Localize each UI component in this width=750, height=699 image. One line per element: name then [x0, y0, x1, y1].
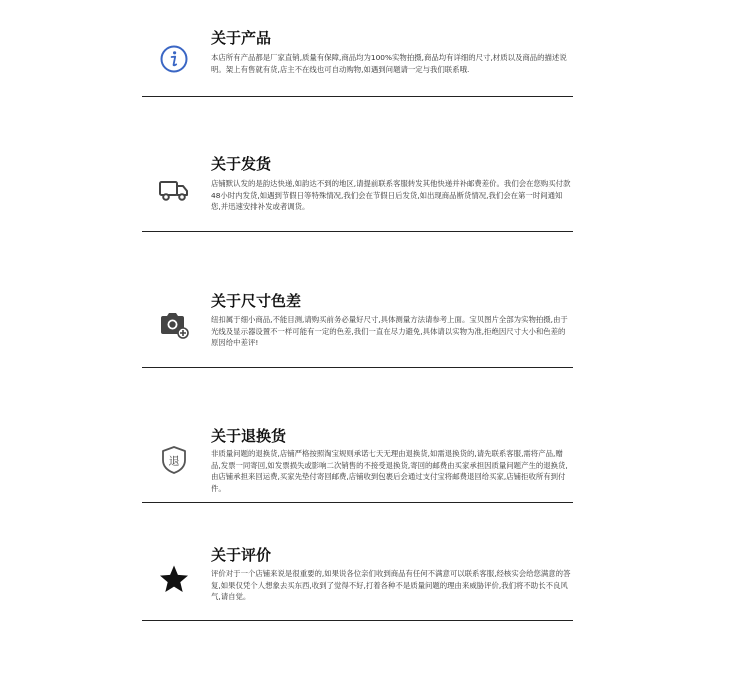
section-body: 非质量问题的退换货,店铺严格按照淘宝规则承诺七天无理由退换货,如需退换货的,请先联系客服,需将产品,赠品,发票一同寄回,如发票损失或影响二次销售的不接受退换货,寄回的邮费由买家承担因质量问题产生的退换货,由店铺承担来回运费,买家先垫付寄回邮费,店铺收到包裹后会通过支付宝将邮费退回给买家,店铺拒收所有到付件。	[211, 449, 568, 493]
star-icon	[156, 561, 192, 597]
camera-icon	[156, 306, 192, 342]
section-title: 关于发货	[211, 155, 272, 173]
return-shield-glyph: 退	[168, 454, 180, 468]
truck-icon	[156, 172, 192, 208]
divider	[142, 367, 573, 368]
divider	[142, 620, 573, 621]
divider	[142, 502, 573, 503]
info-icon	[156, 41, 192, 77]
section-title: 关于尺寸色差	[211, 292, 302, 310]
section-body: 本店所有产品都是厂家直销,质量有保障,商品均为100%实物拍摄,商品均有详细的尺寸,材质以及商品的描述说明。架上有售就有货,店主不在线也可自动购物,如遇到问题请一定与我们联系哦.	[211, 53, 567, 74]
section-title: 关于评价	[211, 546, 272, 564]
return-shield-icon	[156, 442, 192, 478]
section-body: 评价对于一个店铺来说是很重要的,如果说各位亲们收到商品有任何不满意可以联系客服,经核实会给您满意的答复,如果仅凭个人想象去买东西,收到了觉得不好,打着各种不是质量问题的理由来威胁评价,我们将不助长不良风气,请自觉。	[211, 569, 571, 602]
section-body: 店铺默认发的是韵达快递,如韵达不到的地区,请提前联系客服转发其他快递并补邮费差价。我们会在您购买付款48小时内发货,如遇到节假日等特殊情况,我们会在节假日后发货,如出现商品断货情况,我们会在第一时间通知您,并迅速安排补发或者调货。	[211, 179, 571, 212]
section-body: 纽扣属于细小商品,不能目测,请购买前务必量好尺寸,具体测量方法请参考上面。宝贝图片全部为实物拍摄,由于光线及显示器设置不一样可能有一定的色差,我们一直在尽力避免,具体请以实物为准,拒绝因尺寸大小和色差的原因给中差评!	[211, 315, 568, 348]
divider	[142, 96, 573, 97]
section-title: 关于退换货	[211, 427, 287, 445]
section-title: 关于产品	[211, 29, 272, 47]
divider	[142, 231, 573, 232]
